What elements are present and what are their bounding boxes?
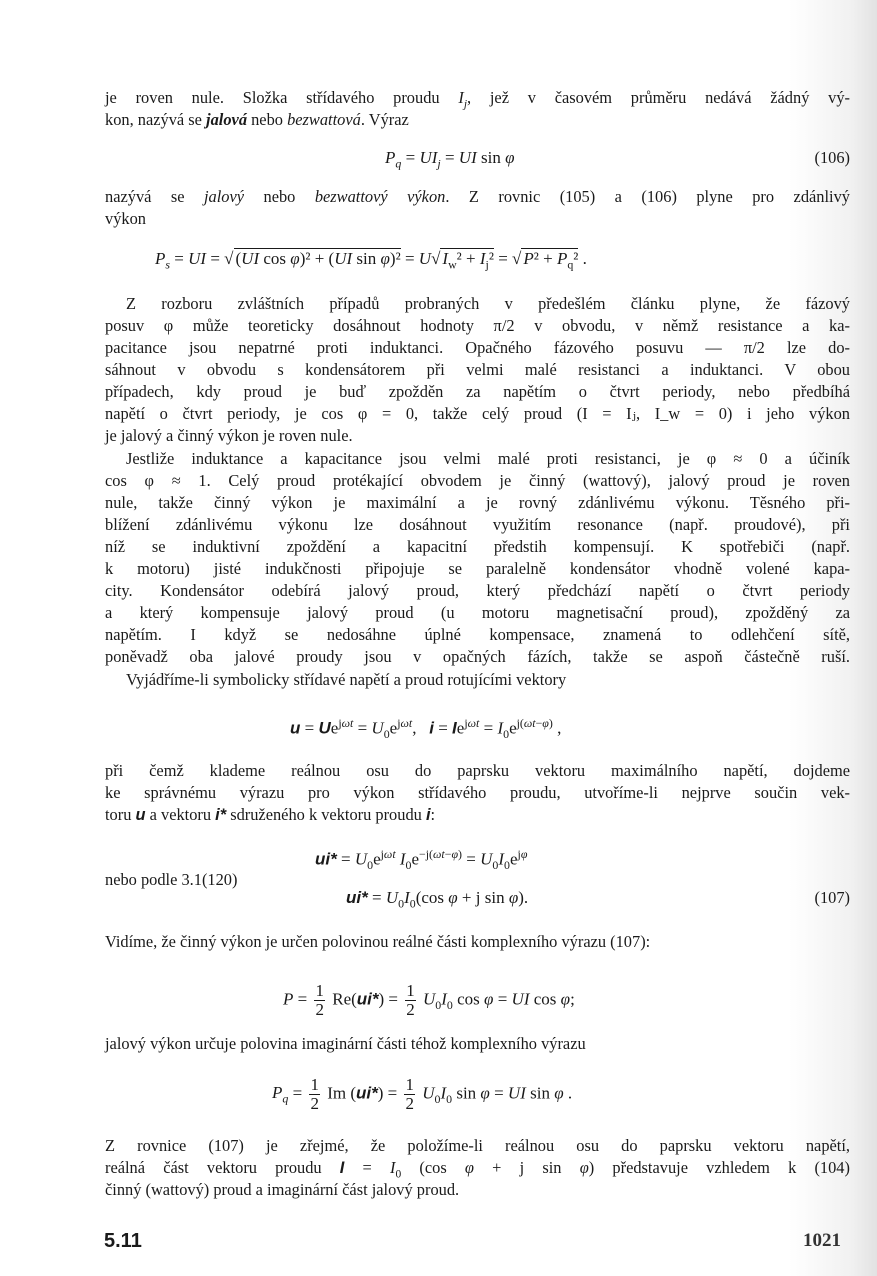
text-line: činný (wattový) proud a imaginární část jalový proud. — [105, 1180, 460, 1199]
equation-ui-star: $ui* = U_0e^{j\omega t}$ $I_0e^{-j(\omega t-\varphi)} = U_0I_0e^{j\varphi}$ — [315, 847, 528, 873]
equation-vectors: $u = Ue^{j\omega t} = U_0e^{j\omega t}$, $i = Ie^{j\omega t} = I_0e^{j(\omega t-\varphi)}$ , — [290, 716, 562, 742]
equation-active-power: P = $\frac{1}{2}$ Re(ui*) = $\frac{1}{2}$ $U_0I_0$ cos φ = UI cos φ; — [283, 981, 575, 1019]
text-line: blížení zdánlivému výkonu lze dosáhnout využitím resonance (např. proudové), při — [105, 515, 850, 534]
text-line: je jalový a činný výkon je roven nule. — [105, 426, 353, 445]
text-line: reálná část vektoru proudu $I = I_0$ (cos φ + j sin φ) představuje vzhledem k (104) — [105, 1158, 850, 1181]
equation-106: $P_q = UI_j$ = UI sin φ — [385, 148, 515, 171]
text-line: pacitance jsou nepatrné proti induktanci. Opačného fázového posuvu — π/2 lze do- — [105, 338, 850, 357]
text-line: níž se induktivní zpoždění a kapacitní předstih kompensují. K spotřebiči (např. — [105, 537, 850, 556]
text-line: posuv φ může teoreticky dosáhnout hodnoty π/2 v obvodu, v němž resistance a ka- — [105, 316, 850, 335]
text-line: nazývá se jalový nebo bezwattový výkon. Z rovnic (105) a (106) plyne pro zdánlivý — [105, 187, 850, 206]
text-line: Z rovnice (107) je zřejmé, že položíme-li reálnou osu do paprsku vektoru napětí, — [105, 1136, 850, 1155]
text-line: Vidíme, že činný výkon je určen polovinou reálné části komplexního výrazu (107): — [105, 932, 651, 951]
equation-reactive-power: $P_q$ = $\frac{1}{2}$ Im (ui*) = $\frac{1}{2}$ $U_0I_0$ sin φ = UI sin φ . — [272, 1075, 573, 1113]
text-line: poněvadž oba jalové proudy jsou v opačných fázích, takže se aspoň částečně ruší. — [105, 647, 850, 666]
text-line: cos φ ≈ 1. Celý proud protékající obvodem je činný (wattový), jalový proud je roven — [105, 471, 850, 490]
text-line: napětím. I když se nedosáhne úplné kompensace, znamená to odlehčení sítě, — [105, 625, 850, 644]
text-line: nule, takže činný výkon je maximální a je rovný zdánlivému výkonu. Těsného při- — [105, 493, 850, 512]
equation-107: $ui* = U_0I_0(\cos$ φ + j sin φ). — [346, 888, 529, 911]
text-line: Vyjádříme-li symbolicky střídavé napětí a proud rotujícími vektory — [126, 670, 567, 689]
text-line: případech, kdy proud je buď zpožděn za napětím o čtvrt periody, nebo předbíhá — [105, 382, 850, 401]
text-line: jalový výkon určuje polovina imaginární části téhož komplexního výrazu — [105, 1034, 586, 1053]
page-number: 1021 — [803, 1230, 841, 1251]
text-line: a který kompensuje jalový proud (u motoru magnetisační proud), zpožděný za — [105, 603, 850, 622]
equation-number: (107) — [814, 888, 850, 907]
text-line: Jestliže induktance a kapacitance jsou velmi malé proti resistanci, je φ ≈ 0 a účiník — [126, 449, 850, 468]
text-line: ke správnému výrazu pro výkon střídavého proudu, utvoříme-li nejprve součin vek- — [105, 783, 850, 802]
text-line: Z rozboru zvláštních případů probraných v předešlém článku plyne, že fázový — [126, 294, 850, 313]
text-line: sáhnout v obvodu s kondensátorem při velmi malé resistanci a induktanci. V obou — [105, 360, 850, 379]
text-line: kon, nazývá se jalová nebo bezwattová. Výraz — [105, 110, 409, 129]
text-line: city. Kondensátor odebírá jalový proud, který předchází napětí o čtvrt periody — [105, 581, 850, 600]
text-line: nebo podle 3.1(120) — [105, 870, 238, 889]
text-line: je roven nule. Složka střídavého proudu $I_j$, jež v časovém průměru nedává žádný vý- — [105, 88, 850, 111]
text-line: napětí o čtvrt periody, je cos φ = 0, takže celý proud (I = Iⱼ, I_w = 0) i jeho výkon — [105, 404, 850, 423]
section-number: 5.11 — [104, 1230, 142, 1252]
text-line: k motoru) jisté indukčnosti připojuje se paralelně kondensátor vhodně volené kapa- — [105, 559, 850, 578]
text-line: výkon — [105, 209, 146, 228]
text-line: toru u a vektoru i* sdruženého k vektoru proudu i: — [105, 805, 436, 824]
text-line: při čemž klademe reálnou osu do paprsku vektoru maximálního napětí, dojdeme — [105, 761, 850, 780]
equation-number: (106) — [814, 148, 850, 167]
equation-apparent-power: $P_s$ = UI = √ (UI cos φ)² + (UI sin φ)² = U√ $I_w^2 + I_j^2$ = √ $P^2 + P_q^2$ . — [155, 249, 587, 272]
